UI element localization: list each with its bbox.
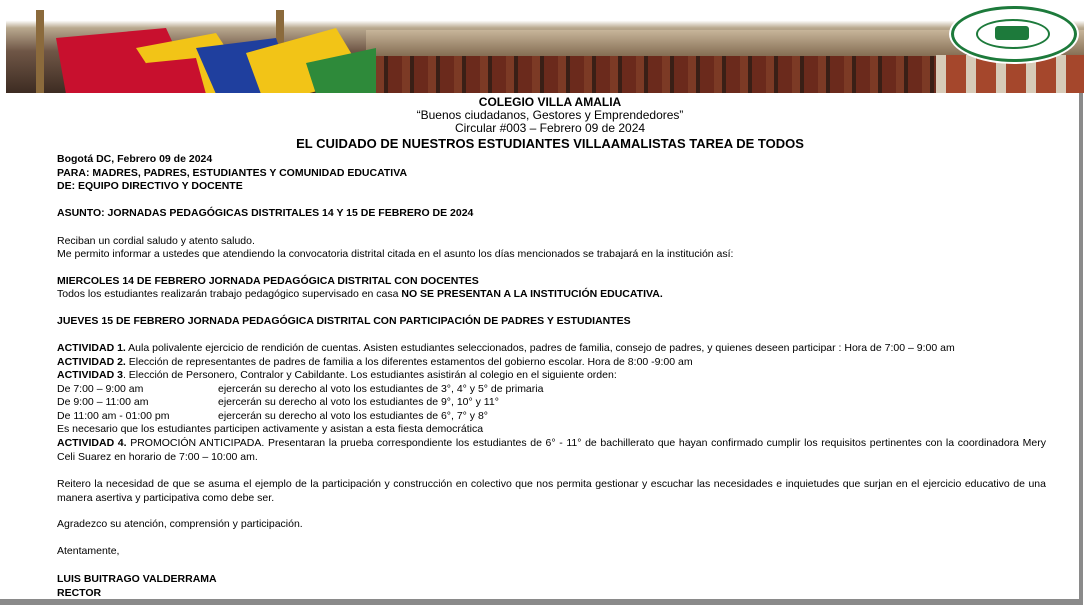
reiterate-paragraph: Reitero la necesidad de que se asuma el ejemplo de la participación y construcción en colectivo que nos permita gestionar y escuchar las necesidades e inquietudes que surjan en el ejercicio educativo de una manera asertiva y participativa como debe ser.	[57, 478, 1046, 504]
schedule-desc: ejercerán su derecho al voto los estudiantes de 3°, 4° y 5° de primaria	[218, 383, 544, 395]
regards: Atentamente,	[57, 545, 120, 557]
intro-text: Me permito informar a ustedes que atendiendo la convocatoria distrital citada en el asunto los días mencionados se trabajará en la institución así:	[57, 248, 734, 260]
greeting: Reciban un cordial saludo y atento saludo.	[57, 235, 255, 247]
schedule-time: De 7:00 – 9:00 am	[57, 383, 144, 395]
flags-icon	[46, 8, 376, 93]
school-name: COLEGIO VILLA AMALIA	[478, 95, 622, 109]
signer-role: RECTOR	[57, 587, 102, 599]
recipients: PARA: MADRES, PADRES, ESTUDIANTES Y COMUNIDAD EDUCATIVA	[57, 167, 408, 179]
subject: ASUNTO: JORNADAS PEDAGÓGICAS DISTRITALES 14 Y 15 DE FEBRERO DE 2024	[57, 207, 474, 219]
school-motto: “Buenos ciudadanos, Gestores y Emprendedores”	[416, 108, 684, 122]
circular-number: Circular #003 – Febrero 09 de 2024	[454, 121, 646, 135]
schedule-desc: ejercerán su derecho al voto los estudiantes de 9°, 10° y 11°	[218, 396, 499, 408]
school-logo-icon	[951, 6, 1077, 62]
activity-4: ACTIVIDAD 4. PROMOCIÓN ANTICIPADA. Presentaran la prueba correspondiente los estudiantes de 6° - 11° de bachillerato que hayan confirmado cumplir los requisitos pertinentes con la coordinadora Mery Celi Suarez en horario de 7:00 – 10:00 am.	[57, 437, 1046, 463]
activity-2: ACTIVIDAD 2. Elección de representantes de padres de familia a los diferentes estamentos del gobierno escolar. Hora de 8:00 -9:00 am	[57, 356, 693, 368]
wednesday-title: MIERCOLES 14 DE FEBRERO JORNADA PEDAGÓGICA DISTRITAL CON DOCENTES	[57, 275, 479, 287]
headline: EL CUIDADO DE NUESTROS ESTUDIANTES VILLAAMALISTAS TAREA DE TODOS	[296, 136, 804, 151]
banner-photo	[6, 0, 1084, 93]
signer-name: LUIS BUITRAGO VALDERRAMA	[57, 573, 217, 585]
participation-note: Es necesario que los estudiantes participen activamente y asistan a esta fiesta democrática	[57, 423, 484, 435]
schedule-time: De 9:00 – 11:00 am	[57, 396, 149, 408]
place-date: Bogotá DC, Febrero 09 de 2024	[57, 153, 213, 165]
activity-1: ACTIVIDAD 1. Aula polivalente ejercicio de rendición de cuentas. Asisten estudiantes seleccionados, padres de familia, consejo de padres, y quienes deseen participar : Hora de 7:00 – 9:00 am	[57, 342, 955, 354]
schedule-desc: ejercerán su derecho al voto los estudiantes de 6°, 7° y 8°	[218, 410, 489, 422]
wednesday-text: Todos los estudiantes realizarán trabajo pedagógico supervisado en casa NO SE PRESENTAN A LA INSTITUCIÓN EDUCATIVA.	[57, 288, 663, 300]
thursday-title: JUEVES 15 DE FEBRERO JORNADA PEDAGÓGICA DISTRITAL CON PARTICIPACIÓN DE PADRES Y ESTUDIANTES	[57, 315, 631, 327]
schedule-time: De 11:00 am - 01:00 pm	[57, 410, 170, 422]
flag-pole	[36, 10, 44, 93]
sender: DE: EQUIPO DIRECTIVO Y DOCENTE	[57, 180, 243, 192]
activity-3: ACTIVIDAD 3. Elección de Personero, Contralor y Cabildante. Los estudiantes asistirán al colegio en el siguiente orden:	[57, 369, 617, 381]
thanks: Agradezco su atención, comprensión y participación.	[57, 518, 303, 530]
